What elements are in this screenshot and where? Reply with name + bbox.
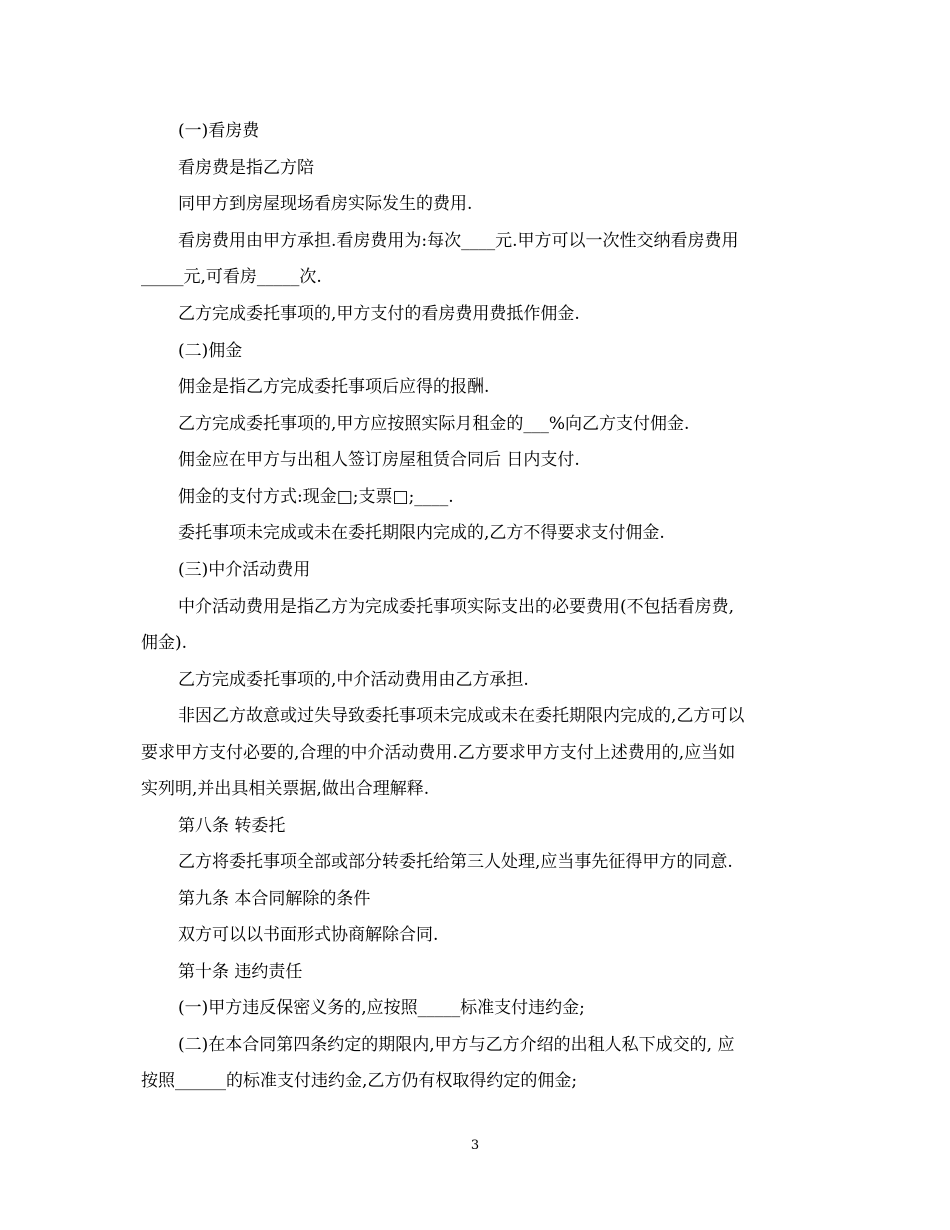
text-line: 乙方完成委托事项的,中介活动费用由乙方承担. — [178, 670, 529, 690]
text-line: 委托事项未完成或未在委托期限内完成的,乙方不得要求支付佣金. — [178, 523, 665, 543]
section-heading: 第八条 转委托 — [178, 816, 286, 836]
text-line: (二)佣金 — [178, 341, 243, 361]
text-line: 乙方完成委托事项的,甲方应按照实际月租金的___%向乙方支付佣金. — [178, 414, 690, 434]
section-heading: 第九条 本合同解除的条件 — [178, 889, 371, 909]
text-line: 看房费用由甲方承担.看房费用为:每次____元.甲方可以一次性交纳看房费用 — [178, 231, 739, 251]
text-line: (二)在本合同第四条约定的期限内,甲方与乙方介绍的出租人私下成交的, 应 — [178, 1035, 735, 1055]
section-heading: 第十条 违约责任 — [178, 962, 303, 982]
text-line: (一)甲方违反保密义务的,应按照_____标准支付违约金; — [178, 998, 585, 1018]
text-line: 乙方完成委托事项的,甲方支付的看房费用费抵作佣金. — [178, 304, 580, 324]
text-line: 要求甲方支付必要的,合理的中介活动费用.乙方要求甲方支付上述费用的,应当如 — [141, 743, 736, 763]
text-line: 同甲方到房屋现场看房实际发生的费用. — [178, 194, 473, 214]
text-line: 双方可以以书面形式协商解除合同. — [178, 925, 439, 945]
text-line: (一)看房费 — [178, 121, 260, 141]
text-line: 中介活动费用是指乙方为完成委托事项实际支出的必要费用(不包括看房费, — [178, 597, 735, 617]
text-line: 佣金). — [141, 633, 188, 653]
text-line: 佣金是指乙方完成委托事项后应得的报酬. — [178, 377, 490, 397]
text-line: 乙方将委托事项全部或部分转委托给第三人处理,应当事先征得甲方的同意. — [178, 852, 733, 872]
text-line: 佣金应在甲方与出租人签订房屋租赁合同后 日内支付. — [178, 450, 580, 470]
text-line: 看房费是指乙方陪 — [178, 158, 314, 178]
text-line: (三)中介活动费用 — [178, 560, 311, 580]
text-line: 按照______的标准支付违约金,乙方仍有权取得约定的佣金; — [141, 1071, 578, 1091]
text-line: 佣金的支付方式:现金□;支票□;____. — [178, 487, 454, 507]
text-line: 非因乙方故意或过失导致委托事项未完成或未在委托期限内完成的,乙方可以 — [178, 706, 745, 726]
page-number: 3 — [470, 1138, 480, 1153]
text-line: 实列明,并出具相关票据,做出合理解释. — [141, 779, 430, 799]
text-line: _____元,可看房_____次. — [141, 267, 322, 287]
